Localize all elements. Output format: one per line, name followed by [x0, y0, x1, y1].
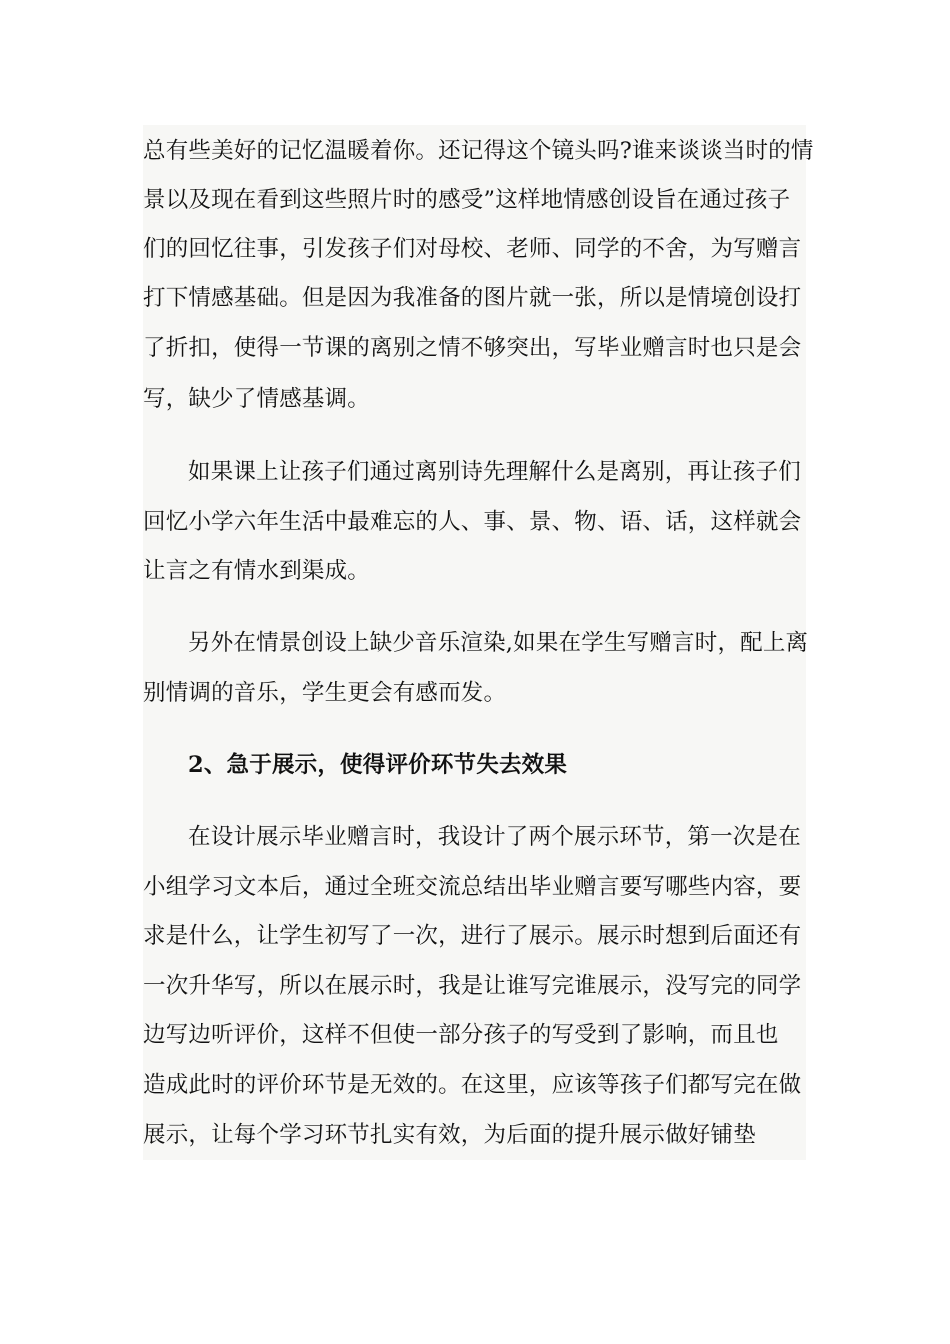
paragraph-4-line-5: 边写边听评价，这样不但使一部分孩子的写受到了影响，而且也 [143, 1022, 779, 1048]
paragraph-1-line-5: 了折扣，使得一节课的离别之情不够突出，写毕业赠言时也只是会 [143, 335, 802, 361]
paragraph-3-line-1: 另外在情景创设上缺少音乐渲染,如果在学生写赠言时，配上离 [188, 630, 809, 656]
paragraph-1-line-6: 写，缺少了情感基调。 [143, 386, 371, 412]
paragraph-1-line-1: 总有些美好的记忆温暖着你。还记得这个镜头吗?谁来谈谈当时的情 [143, 138, 814, 164]
paragraph-4-line-3: 求是什么，让学生初写了一次，进行了展示。展示时想到后面还有 [143, 923, 802, 949]
paragraph-2-line-1: 如果课上让孩子们通过离别诗先理解什么是离别，再让孩子们 [188, 459, 801, 485]
paragraph-1-line-4: 打下情感基础。但是因为我准备的图片就一张，所以是情境创设打 [143, 285, 802, 311]
paragraph-4-line-6: 造成此时的评价环节是无效的。在这里，应该等孩子们都写完在做 [143, 1072, 802, 1098]
paragraph-1-line-3: 们的回忆往事，引发孩子们对母校、老师、同学的不舍，为写赠言 [143, 236, 802, 262]
paragraph-2-line-2: 回忆小学六年生活中最难忘的人、事、景、物、语、话，这样就会 [143, 509, 802, 535]
document-page-content [143, 125, 814, 1160]
paragraph-3-line-2: 别情调的音乐，学生更会有感而发。 [143, 680, 507, 706]
paragraph-4-line-1: 在设计展示毕业赠言时，我设计了两个展示环节，第一次是在 [188, 824, 801, 850]
paragraph-4-line-7: 展示，让每个学习环节扎实有效，为后面的提升展示做好铺垫 [143, 1122, 756, 1148]
paragraph-1-line-2: 景以及现在看到这些照片时的感受”这样地情感创设旨在通过孩子 [143, 187, 791, 213]
section-heading: 2、急于展示，使得评价环节失去效果 [188, 752, 568, 778]
paragraph-4-line-4: 一次升华写，所以在展示时，我是让谁写完谁展示，没写完的同学 [143, 973, 802, 999]
paragraph-4-line-2: 小组学习文本后，通过全班交流总结出毕业赠言要写哪些内容，要 [143, 874, 802, 900]
paragraph-2-line-3: 让言之有情水到渠成。 [143, 558, 371, 584]
